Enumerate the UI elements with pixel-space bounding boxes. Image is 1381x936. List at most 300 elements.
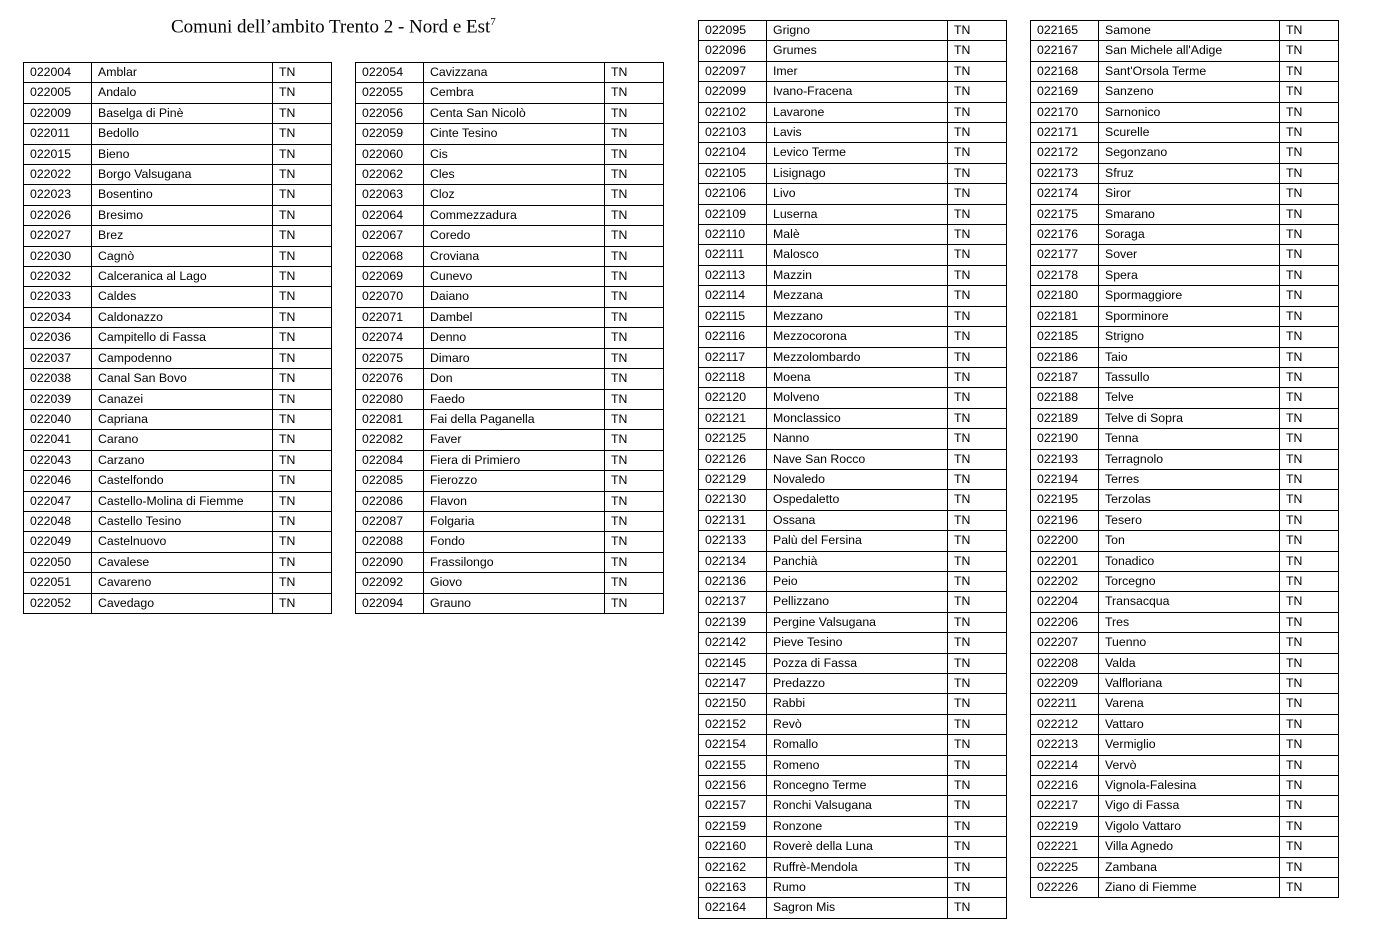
province-cell: TN (273, 348, 332, 368)
table-row (356, 573, 664, 593)
comune-name-cell: Pellizzano (767, 592, 948, 612)
istat-code-cell: 022177 (1031, 245, 1099, 265)
table-row (24, 389, 332, 409)
comune-name-cell: Caldonazzo (92, 307, 273, 327)
province-cell: TN (948, 694, 1007, 714)
comune-name-cell: Revò (767, 714, 948, 734)
comune-name-cell: Cavareno (92, 573, 273, 593)
istat-code-cell: 022172 (1031, 143, 1099, 163)
comune-name-cell: Pozza di Fassa (767, 653, 948, 673)
table-row (356, 165, 664, 185)
comune-name-cell: Amblar (92, 63, 273, 83)
province-cell: TN (605, 287, 664, 307)
istat-code-cell: 022039 (24, 389, 92, 409)
istat-code-cell: 022190 (1031, 429, 1099, 449)
istat-code-cell: 022068 (356, 246, 424, 266)
comune-name-cell: Ziano di Fiemme (1099, 878, 1280, 898)
istat-code-cell: 022209 (1031, 674, 1099, 694)
table-row (356, 593, 664, 613)
comune-name-cell: Tesero (1099, 510, 1280, 530)
istat-code-cell: 022150 (699, 694, 767, 714)
table-row (24, 450, 332, 470)
comune-name-cell: Vermiglio (1099, 735, 1280, 755)
table-row (356, 307, 664, 327)
istat-code-cell: 022129 (699, 469, 767, 489)
province-cell: TN (1280, 102, 1339, 122)
istat-code-cell: 022075 (356, 348, 424, 368)
table-row (699, 612, 1007, 632)
province-cell: TN (1280, 123, 1339, 143)
istat-code-cell: 022104 (699, 143, 767, 163)
comune-name-cell: Panchià (767, 551, 948, 571)
istat-code-cell: 022167 (1031, 41, 1099, 61)
province-cell: TN (1280, 245, 1339, 265)
province-cell: TN (1280, 265, 1339, 285)
province-cell: TN (273, 185, 332, 205)
province-cell: TN (1280, 286, 1339, 306)
comune-name-cell: Sagron Mis (767, 898, 948, 918)
istat-code-cell: 022120 (699, 388, 767, 408)
table-row (1031, 184, 1339, 204)
comune-name-cell: Moena (767, 367, 948, 387)
comune-name-cell: Monclassico (767, 408, 948, 428)
table-row (356, 532, 664, 552)
istat-code-cell: 022026 (24, 205, 92, 225)
table-row (1031, 776, 1339, 796)
province-cell: TN (948, 82, 1007, 102)
istat-code-cell: 022099 (699, 82, 767, 102)
table-row (24, 328, 332, 348)
comune-name-cell: Valfloriana (1099, 674, 1280, 694)
comune-name-cell: Terres (1099, 469, 1280, 489)
table-row (1031, 41, 1339, 61)
comune-name-cell: Imer (767, 61, 948, 81)
comune-name-cell: Lavis (767, 123, 948, 143)
istat-code-cell: 022165 (1031, 21, 1099, 41)
istat-code-cell: 022216 (1031, 776, 1099, 796)
comune-name-cell: Transacqua (1099, 592, 1280, 612)
istat-code-cell: 022139 (699, 612, 767, 632)
province-cell: TN (605, 185, 664, 205)
province-cell: TN (605, 205, 664, 225)
table-row (1031, 571, 1339, 591)
table-row (1031, 653, 1339, 673)
table-row (24, 205, 332, 225)
table-row (24, 471, 332, 491)
province-cell: TN (605, 165, 664, 185)
comune-name-cell: Zambana (1099, 857, 1280, 877)
province-cell: TN (948, 714, 1007, 734)
comune-name-cell: Commezzadura (424, 205, 605, 225)
istat-code-cell: 022194 (1031, 469, 1099, 489)
table-row (699, 510, 1007, 530)
title-text: Comuni dell’ambito Trento 2 - Nord e Est (171, 16, 491, 38)
province-cell: TN (273, 389, 332, 409)
table-row (356, 246, 664, 266)
comune-name-cell: Vigolo Vattaro (1099, 816, 1280, 836)
istat-code-cell: 022038 (24, 369, 92, 389)
province-cell: TN (948, 143, 1007, 163)
istat-code-cell: 022136 (699, 571, 767, 591)
comune-name-cell: Croviana (424, 246, 605, 266)
comune-name-cell: Pieve Tesino (767, 633, 948, 653)
istat-code-cell: 022085 (356, 471, 424, 491)
province-cell: TN (1280, 592, 1339, 612)
province-cell: TN (948, 245, 1007, 265)
istat-code-cell: 022115 (699, 306, 767, 326)
table-row (699, 796, 1007, 816)
istat-code-cell: 022200 (1031, 531, 1099, 551)
table-row (1031, 204, 1339, 224)
comune-name-cell: Rumo (767, 878, 948, 898)
province-cell: TN (605, 63, 664, 83)
province-cell: TN (273, 205, 332, 225)
table-row (24, 165, 332, 185)
istat-code-cell: 022201 (1031, 551, 1099, 571)
comune-name-cell: Sporminore (1099, 306, 1280, 326)
table-row (699, 41, 1007, 61)
comune-name-cell: Fierozzo (424, 471, 605, 491)
istat-code-cell: 022004 (24, 63, 92, 83)
table-row (1031, 490, 1339, 510)
table-row (1031, 878, 1339, 898)
table-row (699, 286, 1007, 306)
table-row (356, 369, 664, 389)
province-cell: TN (605, 552, 664, 572)
istat-code-cell: 022154 (699, 735, 767, 755)
table-row (699, 592, 1007, 612)
province-cell: TN (948, 898, 1007, 918)
istat-code-cell: 022168 (1031, 61, 1099, 81)
table-row (699, 245, 1007, 265)
table-row (24, 267, 332, 287)
province-cell: TN (273, 307, 332, 327)
comune-name-cell: Roncegno Terme (767, 776, 948, 796)
province-cell: TN (273, 409, 332, 429)
comune-name-cell: Grigno (767, 21, 948, 41)
province-cell: TN (948, 592, 1007, 612)
istat-code-cell: 022071 (356, 307, 424, 327)
istat-code-cell: 022219 (1031, 816, 1099, 836)
province-cell: TN (605, 246, 664, 266)
istat-code-cell: 022036 (24, 328, 92, 348)
province-cell: TN (605, 307, 664, 327)
comune-name-cell: Caldes (92, 287, 273, 307)
table-row (699, 571, 1007, 591)
table-row (699, 878, 1007, 898)
comune-name-cell: Roverè della Luna (767, 837, 948, 857)
table-row (24, 491, 332, 511)
comune-name-cell: Sfruz (1099, 163, 1280, 183)
comune-name-cell: Fai della Paganella (424, 409, 605, 429)
province-cell: TN (1280, 531, 1339, 551)
province-cell: TN (1280, 347, 1339, 367)
comune-name-cell: Folgaria (424, 511, 605, 531)
istat-code-cell: 022131 (699, 510, 767, 530)
province-cell: TN (1280, 82, 1339, 102)
province-cell: TN (948, 265, 1007, 285)
comune-name-cell: Ton (1099, 531, 1280, 551)
istat-code-cell: 022204 (1031, 592, 1099, 612)
istat-code-cell: 022063 (356, 185, 424, 205)
province-cell: TN (273, 328, 332, 348)
table-row (699, 776, 1007, 796)
istat-code-cell: 022096 (699, 41, 767, 61)
comune-name-cell: Luserna (767, 204, 948, 224)
table-row (1031, 592, 1339, 612)
province-cell: TN (273, 83, 332, 103)
comune-name-cell: Canazei (92, 389, 273, 409)
istat-code-cell: 022226 (1031, 878, 1099, 898)
table-row (24, 369, 332, 389)
table-row (699, 367, 1007, 387)
table-row (699, 857, 1007, 877)
province-cell: TN (948, 776, 1007, 796)
table-row (356, 552, 664, 572)
comune-name-cell: Coredo (424, 226, 605, 246)
province-cell: TN (273, 267, 332, 287)
province-cell: TN (1280, 694, 1339, 714)
comune-name-cell: Tonadico (1099, 551, 1280, 571)
table-row (699, 163, 1007, 183)
istat-code-cell: 022137 (699, 592, 767, 612)
comune-name-cell: Baselga di Pinè (92, 103, 273, 123)
istat-code-cell: 022181 (1031, 306, 1099, 326)
table-row (1031, 21, 1339, 41)
comune-name-cell: Cunevo (424, 267, 605, 287)
comune-name-cell: Tassullo (1099, 367, 1280, 387)
istat-code-cell: 022130 (699, 490, 767, 510)
comuni-table-3 (698, 20, 1007, 919)
comune-name-cell: Mezzocorona (767, 327, 948, 347)
table-row (1031, 694, 1339, 714)
istat-code-cell: 022142 (699, 633, 767, 653)
comune-name-cell: Tuenno (1099, 633, 1280, 653)
province-cell: TN (1280, 21, 1339, 41)
table-row (699, 449, 1007, 469)
table-row (699, 469, 1007, 489)
comune-name-cell: Taio (1099, 347, 1280, 367)
table-row (24, 83, 332, 103)
table-row (699, 21, 1007, 41)
table-row (356, 185, 664, 205)
province-cell: TN (605, 430, 664, 450)
istat-code-cell: 022023 (24, 185, 92, 205)
table-row (699, 633, 1007, 653)
province-cell: TN (1280, 653, 1339, 673)
istat-code-cell: 022069 (356, 267, 424, 287)
istat-code-cell: 022059 (356, 124, 424, 144)
comune-name-cell: Segonzano (1099, 143, 1280, 163)
province-cell: TN (605, 369, 664, 389)
comune-name-cell: Lisignago (767, 163, 948, 183)
province-cell: TN (273, 144, 332, 164)
table-row (1031, 327, 1339, 347)
province-cell: TN (605, 491, 664, 511)
page-title (171, 16, 496, 38)
province-cell: TN (1280, 755, 1339, 775)
table-row (1031, 367, 1339, 387)
istat-code-cell: 022126 (699, 449, 767, 469)
comune-name-cell: Malosco (767, 245, 948, 265)
istat-code-cell: 022067 (356, 226, 424, 246)
istat-code-cell: 022125 (699, 429, 767, 449)
comune-name-cell: Fiera di Primiero (424, 450, 605, 470)
province-cell: TN (1280, 510, 1339, 530)
table-row (1031, 755, 1339, 775)
table-row (1031, 510, 1339, 530)
comune-name-cell: Strigno (1099, 327, 1280, 347)
istat-code-cell: 022185 (1031, 327, 1099, 347)
comune-name-cell: Castelfondo (92, 471, 273, 491)
table-row (24, 144, 332, 164)
province-cell: TN (273, 552, 332, 572)
comune-name-cell: Carzano (92, 450, 273, 470)
istat-code-cell: 022005 (24, 83, 92, 103)
table-row (699, 143, 1007, 163)
table-row (1031, 735, 1339, 755)
comune-name-cell: Malè (767, 225, 948, 245)
table-row (699, 490, 1007, 510)
istat-code-cell: 022118 (699, 367, 767, 387)
comuni-table-4 (1030, 20, 1339, 898)
istat-code-cell: 022070 (356, 287, 424, 307)
comune-name-cell: Sanzeno (1099, 82, 1280, 102)
comune-name-cell: Mezzana (767, 286, 948, 306)
istat-code-cell: 022088 (356, 532, 424, 552)
province-cell: TN (948, 21, 1007, 41)
comune-name-cell: Varena (1099, 694, 1280, 714)
comune-name-cell: Rabbi (767, 694, 948, 714)
table-row (24, 185, 332, 205)
province-cell: TN (948, 612, 1007, 632)
istat-code-cell: 022162 (699, 857, 767, 877)
istat-code-cell: 022102 (699, 102, 767, 122)
istat-code-cell: 022164 (699, 898, 767, 918)
istat-code-cell: 022009 (24, 103, 92, 123)
province-cell: TN (1280, 612, 1339, 632)
province-cell: TN (1280, 61, 1339, 81)
istat-code-cell: 022113 (699, 265, 767, 285)
comune-name-cell: Calceranica al Lago (92, 267, 273, 287)
comune-name-cell: Cis (424, 144, 605, 164)
table-row (1031, 429, 1339, 449)
province-cell: TN (948, 796, 1007, 816)
comuni-table-2 (355, 62, 664, 614)
comune-name-cell: Mezzano (767, 306, 948, 326)
comune-name-cell: Faedo (424, 389, 605, 409)
table-row (356, 491, 664, 511)
table-row (356, 267, 664, 287)
comune-name-cell: Capriana (92, 409, 273, 429)
istat-code-cell: 022040 (24, 409, 92, 429)
istat-code-cell: 022048 (24, 511, 92, 531)
istat-code-cell: 022208 (1031, 653, 1099, 673)
istat-code-cell: 022121 (699, 408, 767, 428)
province-cell: TN (605, 328, 664, 348)
istat-code-cell: 022116 (699, 327, 767, 347)
province-cell: TN (1280, 816, 1339, 836)
table-row (1031, 449, 1339, 469)
table-row (699, 898, 1007, 918)
table-row (1031, 633, 1339, 653)
comune-name-cell: Smarano (1099, 204, 1280, 224)
table-row (24, 532, 332, 552)
istat-code-cell: 022134 (699, 551, 767, 571)
istat-code-cell: 022103 (699, 123, 767, 143)
province-cell: TN (273, 226, 332, 246)
province-cell: TN (948, 388, 1007, 408)
province-cell: TN (1280, 408, 1339, 428)
istat-code-cell: 022147 (699, 674, 767, 694)
table-row (699, 82, 1007, 102)
istat-code-cell: 022033 (24, 287, 92, 307)
comune-name-cell: Scurelle (1099, 123, 1280, 143)
province-cell: TN (1280, 469, 1339, 489)
istat-code-cell: 022196 (1031, 510, 1099, 530)
istat-code-cell: 022114 (699, 286, 767, 306)
istat-code-cell: 022046 (24, 471, 92, 491)
province-cell: TN (948, 204, 1007, 224)
istat-code-cell: 022022 (24, 165, 92, 185)
province-cell: TN (273, 573, 332, 593)
comune-name-cell: Campitello di Fassa (92, 328, 273, 348)
table-row (1031, 837, 1339, 857)
province-cell: TN (605, 511, 664, 531)
province-cell: TN (273, 430, 332, 450)
istat-code-cell: 022213 (1031, 735, 1099, 755)
province-cell: TN (948, 41, 1007, 61)
province-cell: TN (273, 471, 332, 491)
table-row (1031, 225, 1339, 245)
province-cell: TN (605, 144, 664, 164)
province-cell: TN (605, 450, 664, 470)
table-row (1031, 347, 1339, 367)
istat-code-cell: 022030 (24, 246, 92, 266)
istat-code-cell: 022206 (1031, 612, 1099, 632)
province-cell: TN (948, 551, 1007, 571)
istat-code-cell: 022095 (699, 21, 767, 41)
table-row (1031, 857, 1339, 877)
istat-code-cell: 022076 (356, 369, 424, 389)
istat-code-cell: 022015 (24, 144, 92, 164)
comune-name-cell: Flavon (424, 491, 605, 511)
istat-code-cell: 022186 (1031, 347, 1099, 367)
istat-code-cell: 022189 (1031, 408, 1099, 428)
table-row (699, 653, 1007, 673)
comune-name-cell: Siror (1099, 184, 1280, 204)
comune-name-cell: Frassilongo (424, 552, 605, 572)
province-cell: TN (948, 510, 1007, 530)
istat-code-cell: 022155 (699, 755, 767, 775)
comune-name-cell: Castelnuovo (92, 532, 273, 552)
province-cell: TN (948, 653, 1007, 673)
istat-code-cell: 022174 (1031, 184, 1099, 204)
table-row (24, 307, 332, 327)
province-cell: TN (605, 471, 664, 491)
istat-code-cell: 022202 (1031, 571, 1099, 591)
province-cell: TN (1280, 878, 1339, 898)
istat-code-cell: 022110 (699, 225, 767, 245)
table-row (1031, 286, 1339, 306)
comune-name-cell: Fondo (424, 532, 605, 552)
istat-code-cell: 022163 (699, 878, 767, 898)
table-row (1031, 714, 1339, 734)
istat-code-cell: 022086 (356, 491, 424, 511)
comune-name-cell: Grumes (767, 41, 948, 61)
istat-code-cell: 022157 (699, 796, 767, 816)
istat-code-cell: 022027 (24, 226, 92, 246)
